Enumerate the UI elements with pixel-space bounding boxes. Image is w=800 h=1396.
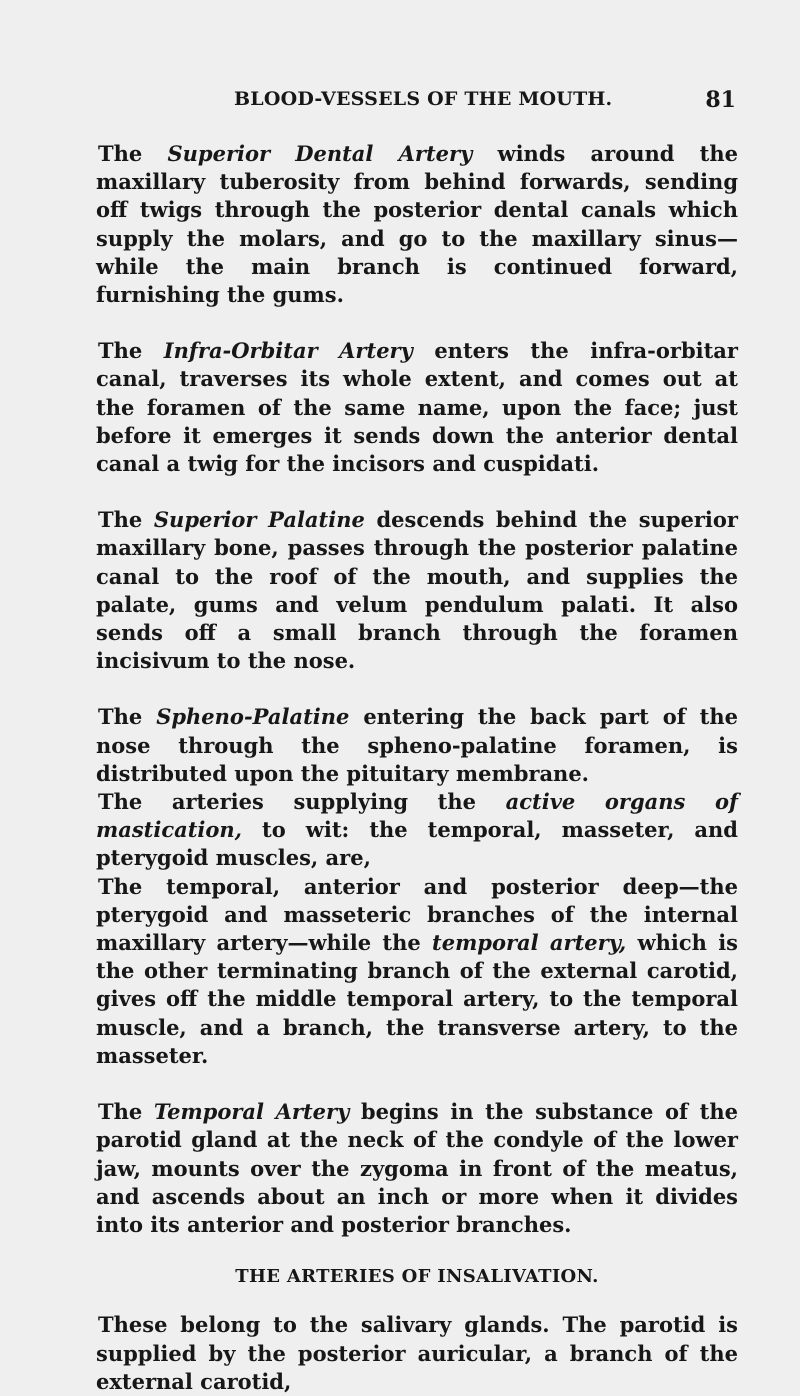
term-temporal-artery-heading: Temporal Artery xyxy=(153,1099,350,1125)
term-superior-dental-artery: Superior Dental Artery xyxy=(167,141,473,166)
paragraph-body: which is the other terminating branch of the external carotid, gives off the middle temporal artery, to the temporal muscle, and a branch, the transverse artery, to the masseter. xyxy=(96,930,738,1068)
paragraph-body: descends behind the superior maxillary bone, passes through the posterior palatine canal to the roof of the mouth, and supplies the palate, gums and velum pendulum palati. It also sends off a small branch through the foramen incisivum to the nose. xyxy=(96,507,738,674)
paragraph-lead: The xyxy=(98,141,168,166)
paragraph-lead: The xyxy=(98,1099,154,1125)
paragraph-superior-palatine xyxy=(96,506,738,675)
term-spheno-palatine: Spheno-Palatine xyxy=(156,704,350,730)
paragraph-body: winds around the maxillary tuberosity from behind forwards, sending off twigs through the posterior dental canals which supply the molars, and go to the maxillary sinus—while the main branch is continued forward, furnishing the gums. xyxy=(96,141,738,308)
body-text xyxy=(96,140,738,1396)
paragraph-superior-dental-artery xyxy=(96,140,738,309)
paragraph-insalivation: These belong to the salivary glands. The parotid is supplied by the posterior auricular, a branch of the external carotid, xyxy=(96,1312,738,1394)
paragraph-organs-of-mastication xyxy=(96,788,738,873)
paragraph-spheno-palatine xyxy=(96,703,738,788)
term-temporal-artery: temporal artery, xyxy=(432,930,627,956)
paragraph-body: begins in the substance of the parotid gland at the neck of the condyle of the lower jaw, mounts over the zygoma in front of the meatus, and ascends about an inch or more when it divides into its anterior and posterior branches. xyxy=(96,1099,738,1237)
running-header xyxy=(96,88,736,118)
section-heading: THE ARTERIES OF INSALIVATION. xyxy=(235,1266,599,1288)
page-number: 81 xyxy=(705,87,736,113)
paragraph-body: enters the infra-orbitar canal, traverses its whole extent, and comes out at the foramen of the same name, upon the face; just before it emerges it sends down the anterior dental canal a twig for the incisors and cuspidati. xyxy=(96,338,738,477)
paragraph-temporal-artery xyxy=(96,1098,738,1239)
paragraph-lead: The xyxy=(98,704,157,730)
paragraph-lead: The arteries supplying the xyxy=(98,789,506,815)
paragraph-lead: The xyxy=(98,507,154,533)
paragraph-body: entering the back part of the nose through the spheno-palatine foramen, is distributed upon the pituitary membrane. xyxy=(96,704,738,786)
term-superior-palatine: Superior Palatine xyxy=(153,507,365,533)
paragraph-body: to wit: the temporal, masseter, and pterygoid muscles, are, xyxy=(96,817,738,871)
running-title: BLOOD-VESSELS OF THE MOUTH. xyxy=(234,88,613,110)
paragraph-temporal-branches xyxy=(96,873,738,1070)
paragraph-infra-orbitar-artery xyxy=(96,337,738,478)
paragraph-lead: The xyxy=(98,338,164,364)
term-active-organs-of-mastication: active organs of mastication, xyxy=(96,789,739,843)
term-infra-orbitar-artery: Infra-Orbitar Artery xyxy=(163,338,413,364)
paragraph-lead: The temporal, anterior and posterior deep—the pterygoid and masseteric branches of the internal maxillary artery—while the xyxy=(96,873,738,956)
